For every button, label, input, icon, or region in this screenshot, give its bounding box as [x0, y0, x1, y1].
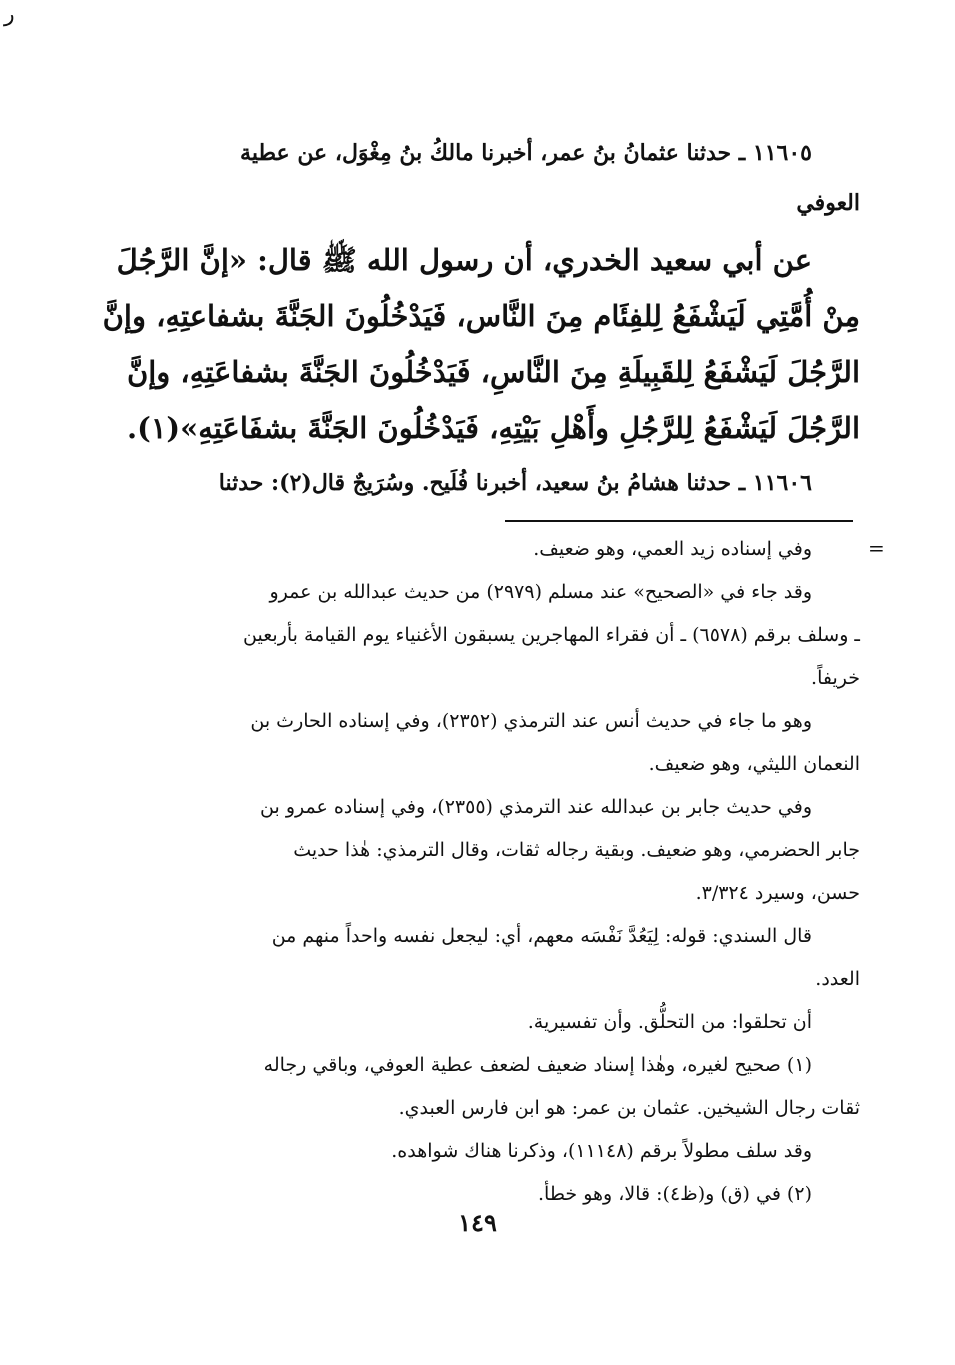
heading-line: ١١٦٠٦ ـ حدثنا هشامُ بنُ سعيد، أخبرنا فُلَيح. وسُرَيجٌ قال(٢): حدثنا [218, 470, 812, 496]
footnote-line: النعمان الليثي، وهو ضعيف. [648, 753, 860, 775]
corner-mark: ر [4, 2, 15, 27]
footnote-paragraph [150, 571, 860, 700]
footnote-separator [505, 520, 853, 522]
hadith-11605-text [102, 232, 860, 456]
footnote-line: قال السندي: قوله: لِيَعُدَّ نَفْسَه معهم، أي: ليجعل نفسه واحداً منهم من [271, 925, 812, 947]
footnote-line: حسن، وسيرد ٣/٣٢٤. [695, 882, 860, 904]
footnote-paragraph [150, 1044, 860, 1130]
footnotes [150, 528, 860, 1216]
footnote-line: وقد سلف مطولاً برقم (١١١٤٨)، وذكرنا هناك شواهده. [391, 1140, 812, 1162]
footnote-line: (١) صحيح لغيره، وهٰذا إسناد ضعيف لضعف عطية العوفي، وباقي رجاله [263, 1054, 812, 1076]
footnote-line: ـ وسلف برقم (٦٥٧٨) ـ أن فقراء المهاجرين يسبقون الأغنياء يوم القيامة بأربعين [243, 624, 860, 646]
footnote-line: خريفاً. [811, 667, 860, 689]
hadith-text-line: الرَّجُلَ لَيَشْفَعُ لِلقَبِيلَةِ مِنَ النَّاسِ، فَيَدْخُلُونَ الجَنَّةَ بشفاعَتِهِ، وإنَّ [126, 355, 860, 389]
footnote-line: وفي حديث جابر بن عبدالله عند الترمذي (٢٣٥٥)، وفي إسناده عمرو بن [260, 796, 812, 818]
footnote-line: أن تحلقوا: من التحلُّق. وأن تفسيرية. [527, 1011, 812, 1033]
heading-line: ١١٦٠٥ ـ حدثنا عثمانُ بنُ عمر، أخبرنا مالكُ بنُ مِغْوَل، عن عطية [240, 140, 812, 166]
hadith-text-line: مِنْ أُمَّتِي لَيَشْفَعُ لِلفِئَام مِنَ النَّاس، فَيَدْخُلُونَ الجَنَّةَ بشفاعتِهِ، وإنَّ [102, 299, 860, 333]
hadith-11605-heading [150, 128, 860, 228]
footnote-line: وهو ما جاء في حديث أنس عند الترمذي (٢٣٥٢)، وفي إسناده الحارث بن [250, 710, 812, 732]
footnote-line: العدد. [815, 968, 860, 990]
footnote-paragraph [150, 1130, 860, 1173]
page-number: ١٤٩ [458, 1208, 497, 1237]
footnote-line: (٢) في (ق) و(ظ٤): قالا، وهو خطأ. [538, 1183, 812, 1205]
footnote-paragraph [150, 700, 860, 786]
footnote-line: وفي إسناده زيد العمي، وهو ضعيف. [533, 538, 812, 560]
footnote-paragraph [150, 1001, 860, 1044]
hadith-text-line: الرَّجُلَ لَيَشْفَعُ لِلرَّجُلِ وأَهْلِ بَيْتِهِ، فَيَدْخُلُونَ الجَنَّةَ بشفَاعَتِهِ»(١). [127, 411, 860, 445]
footnote-paragraph [150, 786, 860, 915]
hadith-text-line: عن أبي سعيد الخدري، أن رسول الله ﷺ قال: «إنَّ الرَّجُلَ [116, 243, 812, 277]
footnote-line: وقد جاء في «الصحيح» عند مسلم (٢٩٧٩) من حديث عبدالله بن عمرو [269, 581, 812, 603]
footnote-paragraph [150, 915, 860, 1001]
footnote-paragraph [150, 528, 860, 571]
heading-line: العوفي [796, 190, 860, 216]
hadith-11606-heading [150, 458, 860, 508]
footnote-line: ثقات رجال الشيخين. عثمان بن عمر: هو ابن فارس العبدي. [398, 1097, 860, 1119]
footnote-line: جابر الحضرمي، وهو ضعيف. وبقية رجاله ثقات، وقال الترمذي: هٰذا حديث [293, 839, 860, 861]
continuation-mark: = [868, 536, 885, 560]
